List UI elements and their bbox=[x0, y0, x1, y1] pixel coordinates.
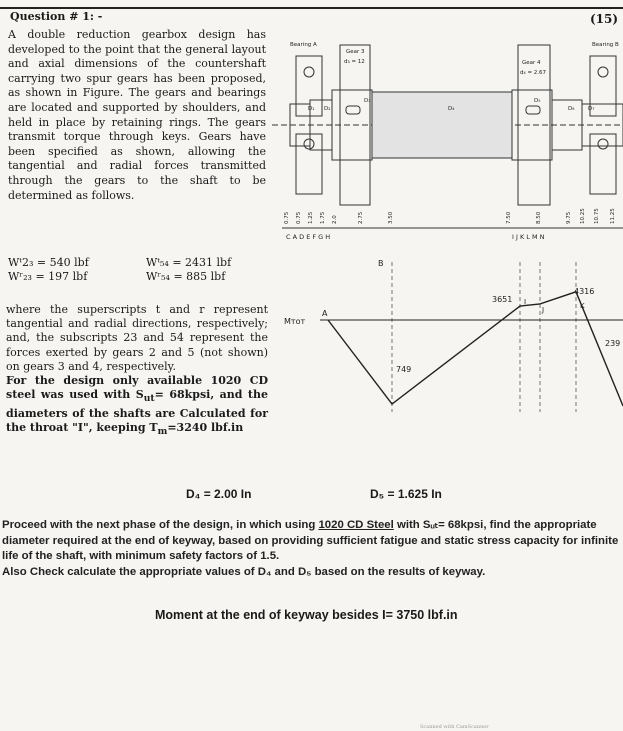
dia-d6: D₆ bbox=[568, 106, 575, 112]
dim-left-4: 1.75 bbox=[320, 211, 326, 224]
points-left: C A D E F G H bbox=[286, 233, 331, 241]
point-i-label: I bbox=[524, 298, 527, 306]
shaft-seg-4 bbox=[372, 92, 512, 158]
moment-axis-label: Mᴛᴏᴛ bbox=[284, 317, 306, 326]
dia-d2: D₂ bbox=[324, 106, 331, 112]
bearing-a-ball-top bbox=[304, 67, 314, 77]
gear4-diameter: d₄ = 2.67 bbox=[520, 70, 547, 76]
moment-data-label: 3651 bbox=[492, 295, 513, 305]
dim-right-6: 11.25 bbox=[610, 208, 616, 224]
point-a-label: A bbox=[322, 309, 328, 318]
description-text bbox=[6, 303, 268, 439]
steel-underlined: 1020 CD Steel bbox=[318, 519, 394, 531]
dim-left-3: 1.25 bbox=[308, 211, 314, 224]
point-b-label: B bbox=[378, 259, 384, 268]
dim-left-7: 3.50 bbox=[388, 211, 394, 224]
bearing-a-bottom bbox=[296, 134, 322, 194]
dia-d1: D₁ bbox=[308, 106, 315, 112]
description-p1: where the superscripts t and r represent tangential and radial directions, respectively; and, the subscripts 23 and 54 represent the forces exerted by gears 2 and 5 (not shown) on gears 3 and 4, respectively. bbox=[6, 303, 268, 373]
dim-left-2: 0.75 bbox=[296, 211, 302, 224]
bearing-b-ball-bottom bbox=[598, 139, 608, 149]
dia-d3: D₃ bbox=[364, 98, 371, 104]
dim-left-5: 2.0 bbox=[332, 215, 338, 224]
scanner-footer: Scanned with CamScanner bbox=[420, 724, 489, 730]
dim-right-3: 9.75 bbox=[566, 211, 572, 224]
intro-paragraph: A double reduction gearbox design has developed to the point that the general layout and axial dimensions of the countershaft carrying two spur gears has been proposed, as shown in Figure. The gears and bearings are located and supported by shoulders, and held in place by retaining rings. The gears transmit torque through keys. Gears have been specified as shown, allowing the tangential and radial forces transmitted through the gears to the shaft to be determined as follows. bbox=[8, 28, 266, 202]
moment-data-label: 749 bbox=[396, 365, 412, 374]
description-p2: For the design only available 1020 CD steel was used with $S_{ut}=$ 68kpsi, and the diameters of the shafts are Calculated for the throat "I", keeping $T_m=3240$ lbf.in bbox=[6, 374, 269, 437]
moment-curve bbox=[328, 292, 623, 406]
force-wr23: Wʳ₂₃ = 197 lbf bbox=[8, 270, 88, 283]
dia-d5: D₅ bbox=[534, 98, 541, 104]
bearing-b-bottom bbox=[590, 134, 616, 194]
point-k-label: K bbox=[580, 302, 585, 310]
bearing-a-label: Bearing A bbox=[290, 42, 317, 48]
force-wr54: Wʳ₅₄ = 885 lbf bbox=[146, 270, 226, 283]
bearing-b-label: Bearing B bbox=[592, 42, 619, 48]
key-gear4 bbox=[526, 106, 540, 114]
gear3-diameter: d₃ = 12 bbox=[344, 59, 365, 65]
question-marks: (15) bbox=[590, 12, 619, 26]
moment-statement: Moment at the end of keyway besides I= 3750 lbf.in bbox=[155, 608, 458, 622]
dim-left-1: 0.75 bbox=[284, 211, 290, 224]
gear4-label: Gear 4 bbox=[522, 60, 541, 66]
dim-left-6: 2.75 bbox=[358, 211, 364, 224]
diameter-d5: D₅ = 1.625 In bbox=[370, 487, 442, 501]
diameter-d4: D₄ = 2.00 In bbox=[186, 487, 252, 501]
question-title: Question # 1: - bbox=[10, 10, 103, 23]
force-wt23: Wᵗ2₃ = 540 lbf bbox=[8, 256, 89, 269]
proceed-text: Proceed with the next phase of the design, in which using 1020 CD Steel with Sᵤₜ= 68kpsi, find the appropriate diameter required at the end of keyway, based on providing sufficient fatigue and static stress capacity for infinite life of the shaft, with minimum safety factors of 1.5. Also Check calculate the appropriate values of D₄ and D₅ based on the results of keyway. bbox=[2, 519, 619, 578]
top-rule bbox=[0, 7, 623, 9]
moment-diagram bbox=[280, 252, 623, 412]
bearing-a-ball-bottom bbox=[304, 139, 314, 149]
dim-right-4: 10.25 bbox=[580, 208, 586, 224]
dim-right-5: 10.75 bbox=[594, 208, 600, 224]
dia-d7: D₇ bbox=[588, 106, 595, 112]
bearing-b-ball-top bbox=[598, 67, 608, 77]
gear3-label: Gear 3 bbox=[346, 49, 365, 55]
key-gear3 bbox=[346, 106, 360, 114]
point-j-label: J bbox=[542, 306, 545, 314]
dim-right-2: 8.50 bbox=[536, 211, 542, 224]
shaft-figure bbox=[272, 20, 623, 245]
moment-data-label: 4316 bbox=[574, 286, 595, 296]
dia-d4: D₄ bbox=[448, 106, 455, 112]
force-wt54: Wᵗ₅₄ = 2431 lbf bbox=[146, 256, 232, 269]
moment-data-label: 239 bbox=[605, 339, 621, 348]
dim-right-1: 7.50 bbox=[506, 211, 512, 224]
points-right: I J K L M N bbox=[512, 233, 545, 241]
